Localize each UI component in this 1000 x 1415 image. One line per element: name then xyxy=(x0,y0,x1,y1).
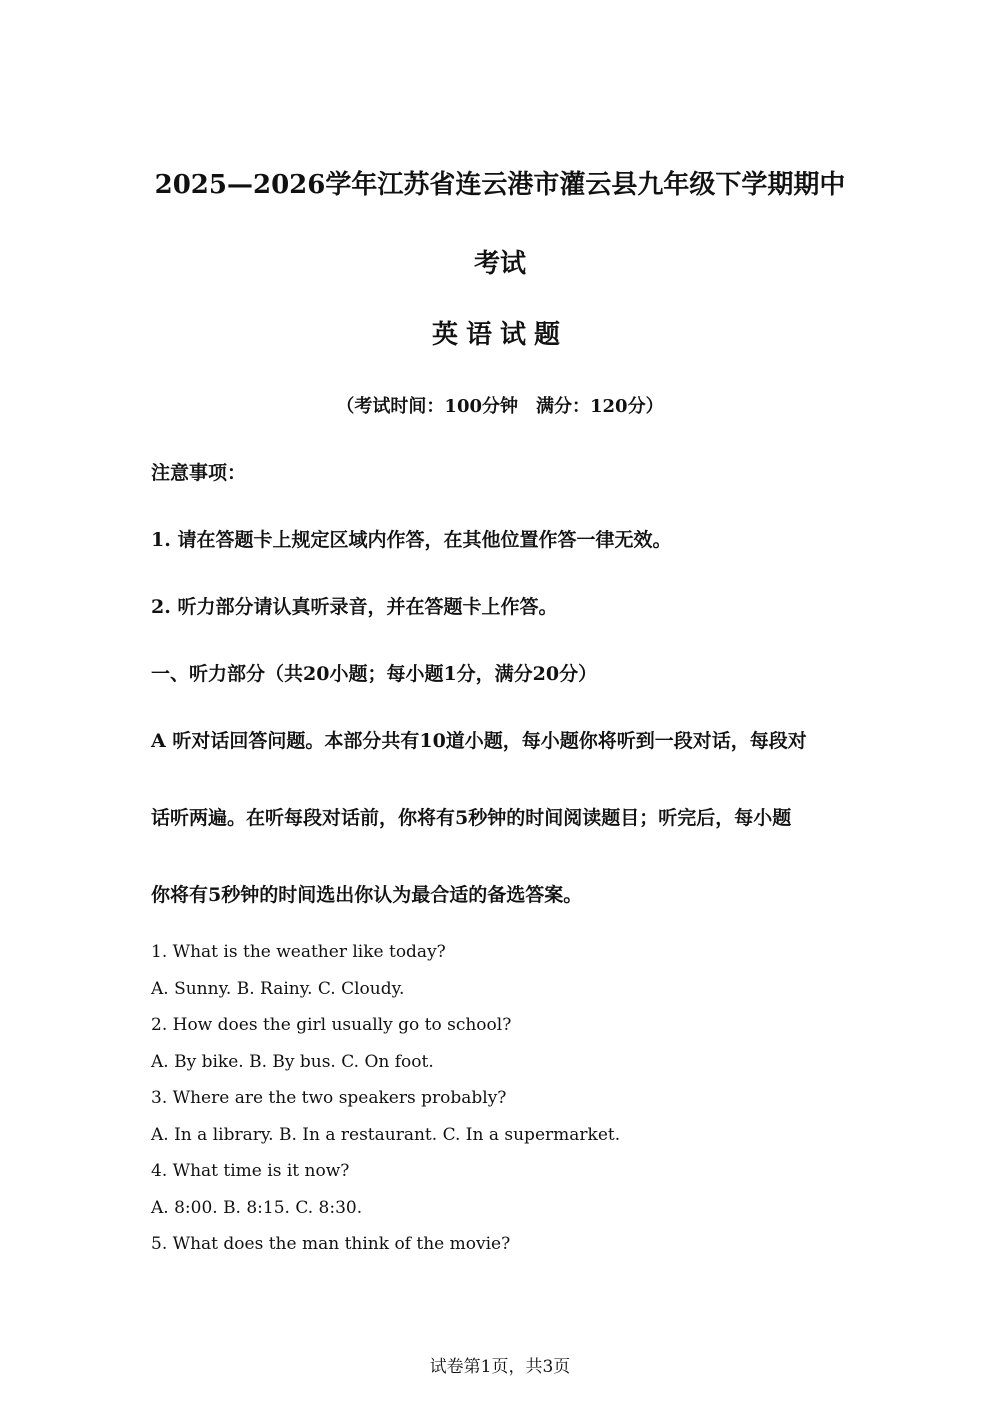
page-number-footer: 试卷第1页，共3页 xyxy=(429,1357,571,1377)
section-heading-listening: 一、听力部分（共20小题；每小题1分，满分20分） xyxy=(151,663,598,685)
question-1: 1. What is the weather like today? xyxy=(151,942,446,962)
question-2-options: A. By bike. B. By bus. C. On foot. xyxy=(151,1051,434,1072)
exam-time-and-score: （考试时间：100分钟 满分：120分） xyxy=(336,396,664,417)
question-1-options: A. Sunny. B. Rainy. C. Cloudy. xyxy=(151,978,405,999)
question-3-options: A. In a library. B. In a restaurant. C. In a supermarket. xyxy=(151,1124,621,1145)
section-a-instructions xyxy=(151,728,851,959)
instruction-line-3: 你将有5秒钟的时间选出你认为最合适的备选答案。 xyxy=(151,884,583,906)
exam-title-line-2: 考试 xyxy=(473,249,526,279)
question-list xyxy=(151,940,851,1269)
question-4-options: A. 8:00. B. 8:15. C. 8:30. xyxy=(151,1197,363,1218)
subject-title: 英语试题 xyxy=(431,320,568,350)
notice-item-2: 2. 听力部分请认真听录音，并在答题卡上作答。 xyxy=(151,596,558,618)
question-4: 4. What time is it now? xyxy=(151,1161,350,1181)
instruction-line-1: A 听对话回答问题。本部分共有10道小题，每小题你将听到一段对话，每段对 xyxy=(151,730,807,752)
instruction-line-2: 话听两遍。在听每段对话前，你将有5秒钟的时间阅读题目；听完后，每小题 xyxy=(151,807,792,829)
notice-item-1: 1. 请在答题卡上规定区域内作答，在其他位置作答一律无效。 xyxy=(151,529,672,551)
question-3: 3. Where are the two speakers probably? xyxy=(151,1088,507,1108)
notice-heading: 注意事项： xyxy=(151,462,247,484)
question-5: 5. What does the man think of the movie? xyxy=(151,1234,511,1254)
exam-title-line-1: 2025—2026学年江苏省连云港市灌云县九年级下学期期中 xyxy=(154,170,846,200)
question-2: 2. How does the girl usually go to school? xyxy=(151,1015,512,1035)
